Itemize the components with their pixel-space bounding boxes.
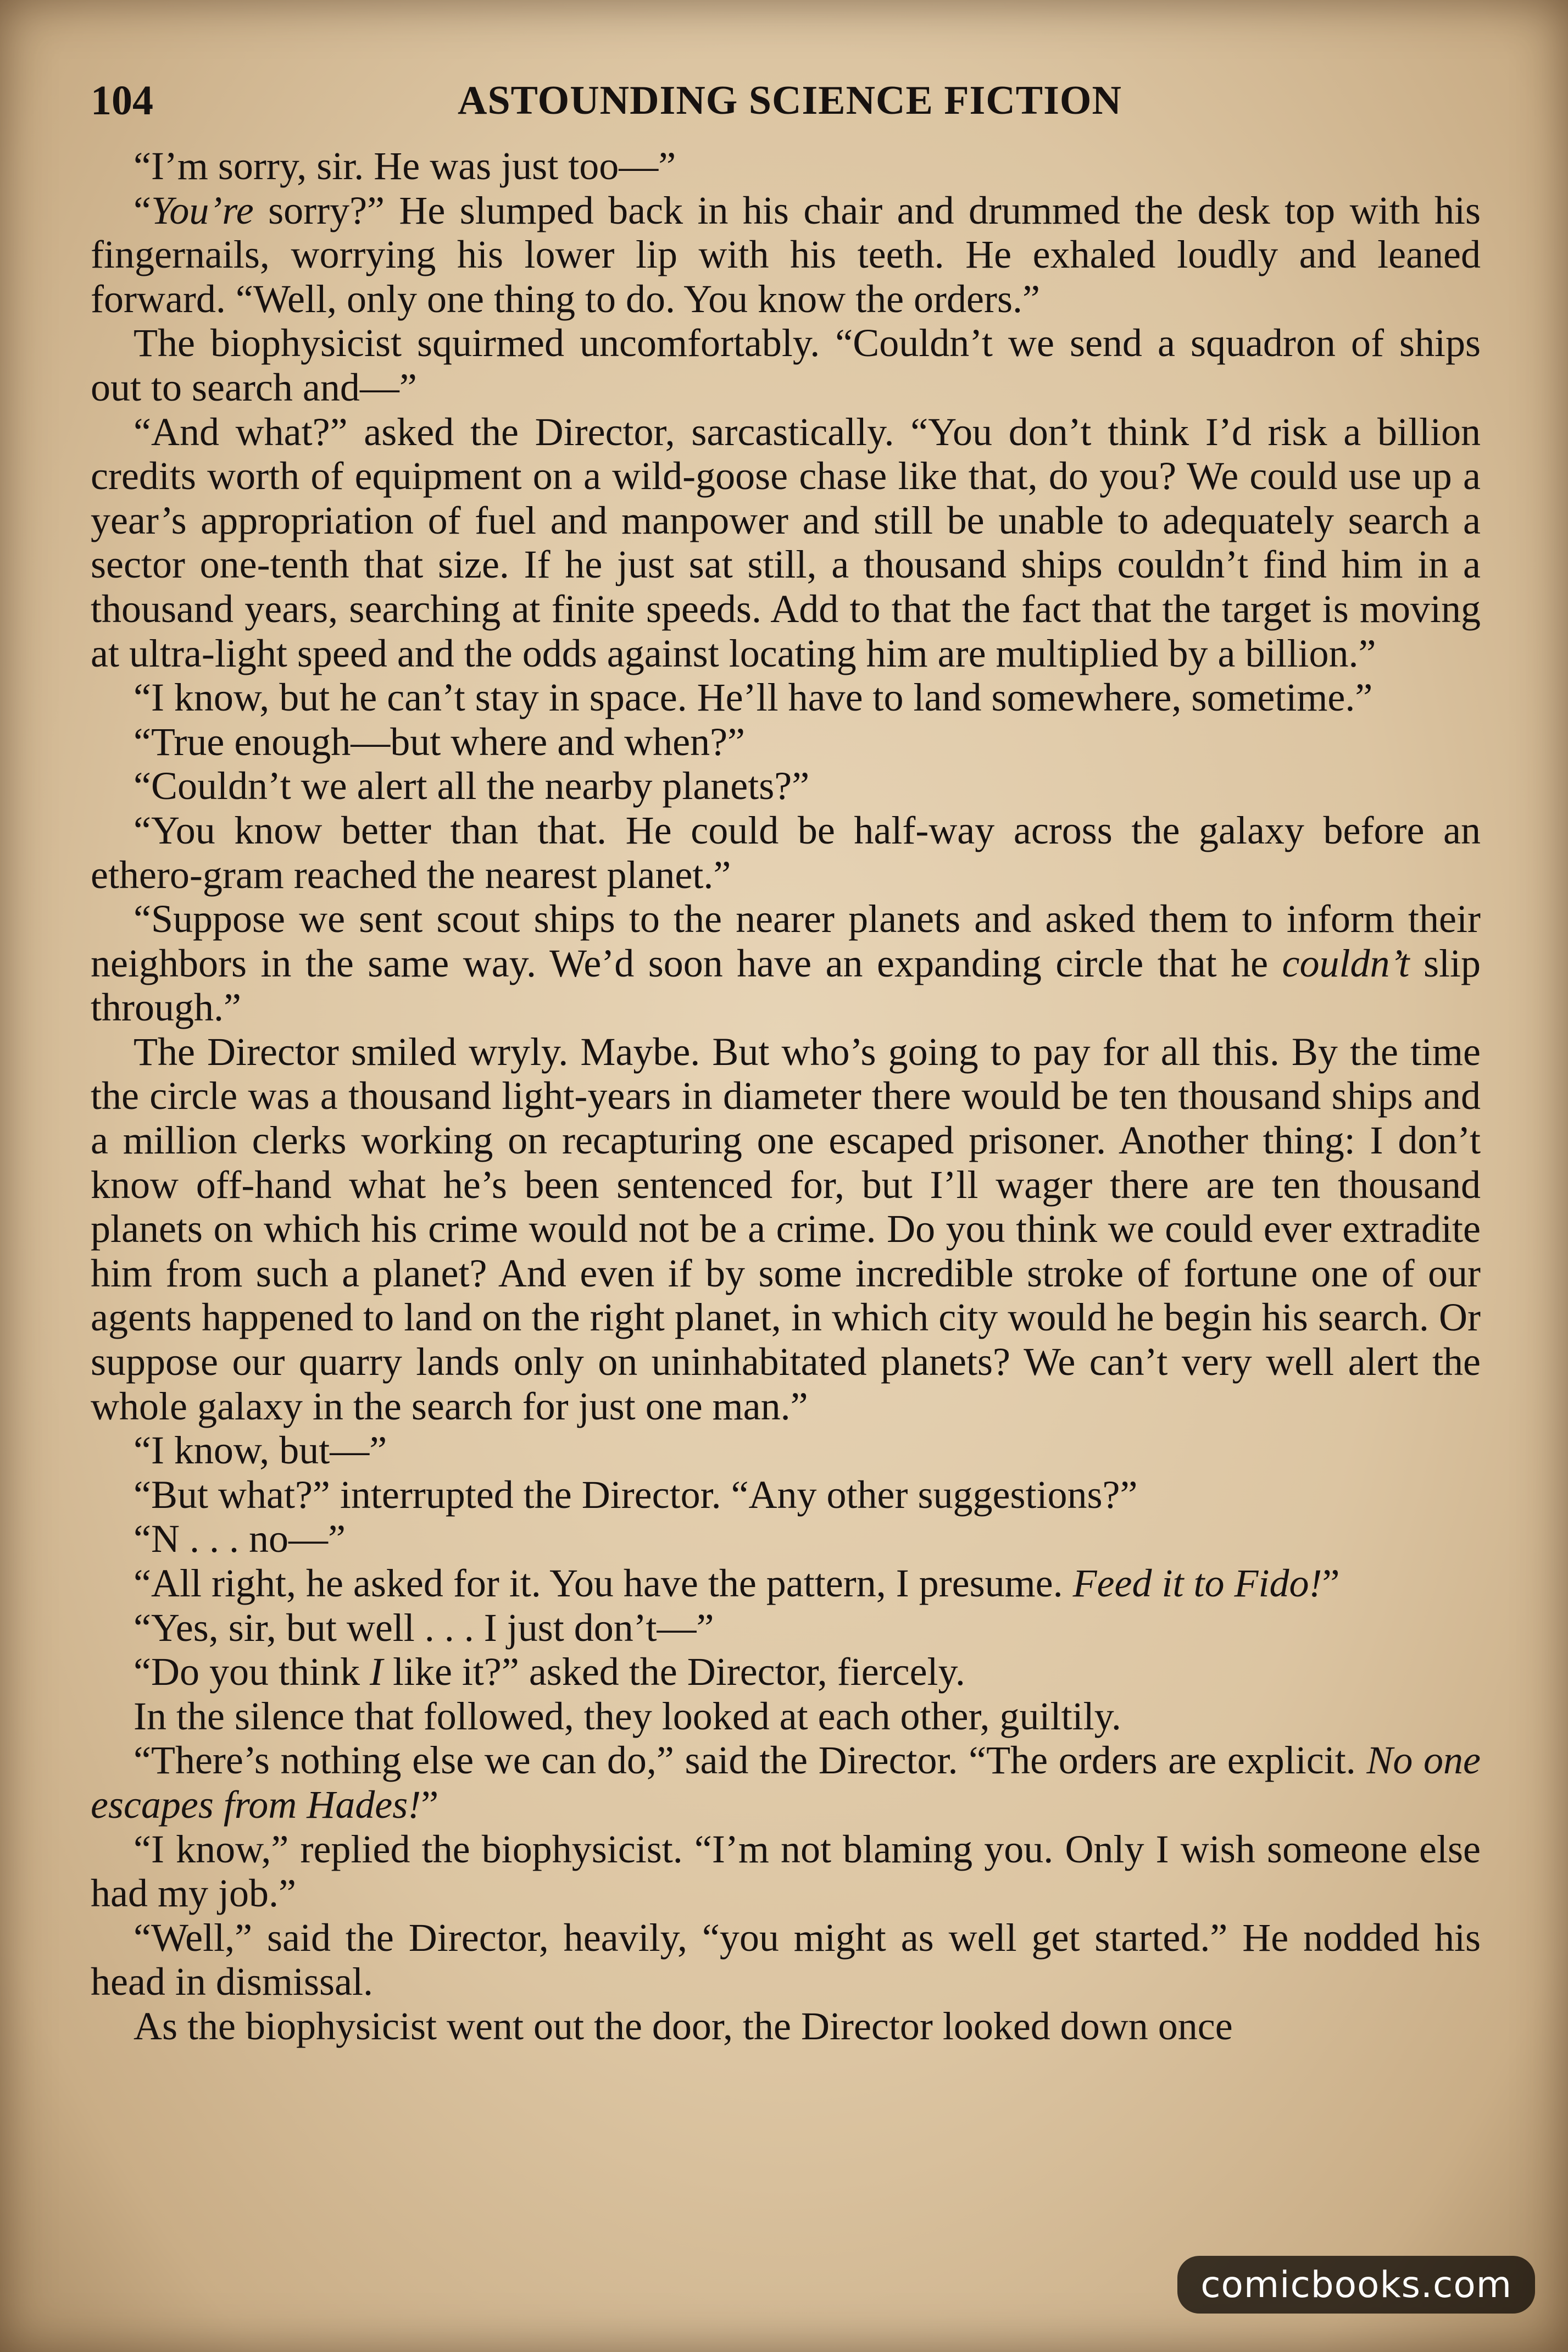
text-run: “N . . . no—” (134, 1517, 346, 1561)
paragraph (91, 764, 1481, 808)
paragraph (91, 1650, 1481, 1694)
text-run: As the biophysicist went out the door, the Director looked down once (134, 2004, 1233, 2048)
story-text (91, 144, 1481, 2049)
text-run: ” (1322, 1561, 1340, 1605)
page-number: 104 (91, 77, 153, 124)
italic-text: couldn’t (1282, 941, 1410, 985)
paragraph (91, 321, 1481, 409)
text-run: ” (421, 1782, 439, 1827)
text-run: “I know, but he can’t stay in space. He’ll have to land somewhere, sometime.” (134, 675, 1373, 720)
italic-text: Feed it to Fido! (1072, 1561, 1322, 1605)
text-run: “Suppose we sent scout ships to the nearer planets and asked them to inform their neighbors in the same way. We’d soon have an expanding circle that he (91, 897, 1481, 985)
text-run: “Couldn’t we alert all the nearby planets?” (134, 764, 810, 808)
running-title: ASTOUNDING SCIENCE FICTION (458, 78, 1122, 123)
italic-text: I (369, 1650, 383, 1694)
paragraph (91, 1827, 1481, 1916)
text-run: “You know better than that. He could be half-way across the galaxy before an ethero-gram reached the nearest planet.” (91, 808, 1481, 897)
paragraph (91, 1561, 1481, 1606)
paragraph (91, 1428, 1481, 1473)
paragraph (91, 2004, 1481, 2049)
text-run: “Yes, sir, but well . . . I just don’t—” (134, 1605, 714, 1650)
text-run: “There’s nothing else we can do,” said the Director. “The orders are explicit. (134, 1738, 1367, 1783)
text-run: sorry?” He slumped back in his chair and drummed the desk top with his fingernails, worrying his lower lip with his teeth. He exhaled loudly and leaned forward. “Well, only one thing to do. You know the orders.” (91, 188, 1481, 321)
page-header (91, 76, 1489, 125)
text-run: “I know,” replied the biophysicist. “I’m not blaming you. Only I wish someone else had my job.” (91, 1827, 1481, 1916)
italic-text: You’re (151, 188, 254, 232)
text-run: “But what?” interrupted the Director. “Any other suggestions?” (134, 1472, 1138, 1517)
text-run: “True enough—but where and when?” (134, 719, 746, 764)
watermark: comicbooks.com (1177, 2256, 1535, 2314)
text-run: “ (134, 188, 151, 232)
paragraph (91, 1916, 1481, 2004)
paragraph (91, 720, 1481, 764)
text-run: “Do you think (134, 1650, 370, 1694)
text-run: The biophysicist squirmed uncomfortably. “Couldn’t we send a squadron of ships out to search and—” (91, 321, 1481, 409)
text-run: “All right, he asked for it. You have the pattern, I presume. (134, 1561, 1073, 1605)
text-run: The Director smiled wryly. Maybe. But who’s going to pay for all this. By the time the circle was a thousand light-years in diameter there would be ten thousand ships and a million clerks working on recapturing one escaped prisoner. Another thing: I don’t know off-hand what he’s been sentenced for, but I’ll wager there are ten thousand planets on which his crime would not be a crime. Do you think we could ever extradite him from such a planet? And even if by some incredible stroke of fortune one of our agents happened to land on the right planet, in which city would he begin his search. Or suppose our quarry lands only on uninhabitated planets? We can’t very well alert the whole galaxy in the search for just one man.” (91, 1029, 1481, 1428)
paragraph (91, 808, 1481, 897)
paragraph (91, 897, 1481, 1030)
paragraph (91, 1694, 1481, 1739)
paragraph (91, 1606, 1481, 1650)
paragraph (91, 1473, 1481, 1517)
text-run: “And what?” asked the Director, sarcastically. “You don’t think I’d risk a billion credits worth of equipment on a wild-goose chase like that, do you? We could use up a year’s appropriation of fuel and manpower and still be unable to adequately search a sector one-tenth that size. If he just sat still, a thousand ships couldn’t find him in a thousand years, searching at finite speeds. Add to that the fact that the target is moving at ultra-light speed and the odds against locating him are multiplied by a billion.” (91, 409, 1481, 675)
paragraph (91, 675, 1481, 720)
paragraph (91, 144, 1481, 188)
paragraph (91, 188, 1481, 321)
paragraph (91, 410, 1481, 676)
text-run: slip through.” (91, 941, 1481, 1030)
text-run: “Well,” said the Director, heavily, “you might as well get started.” He nodded his head in dismissal. (91, 1915, 1481, 2004)
paragraph (91, 1738, 1481, 1827)
italic-text: No one escapes from Hades! (91, 1738, 1481, 1827)
text-run: “I’m sorry, sir. He was just too—” (134, 144, 676, 188)
paragraph (91, 1517, 1481, 1561)
paragraph (91, 1030, 1481, 1428)
text-run: In the silence that followed, they looked at each other, guiltily. (134, 1694, 1121, 1738)
text-run: like it?” asked the Director, fiercely. (382, 1650, 965, 1694)
text-run: “I know, but—” (134, 1428, 387, 1473)
